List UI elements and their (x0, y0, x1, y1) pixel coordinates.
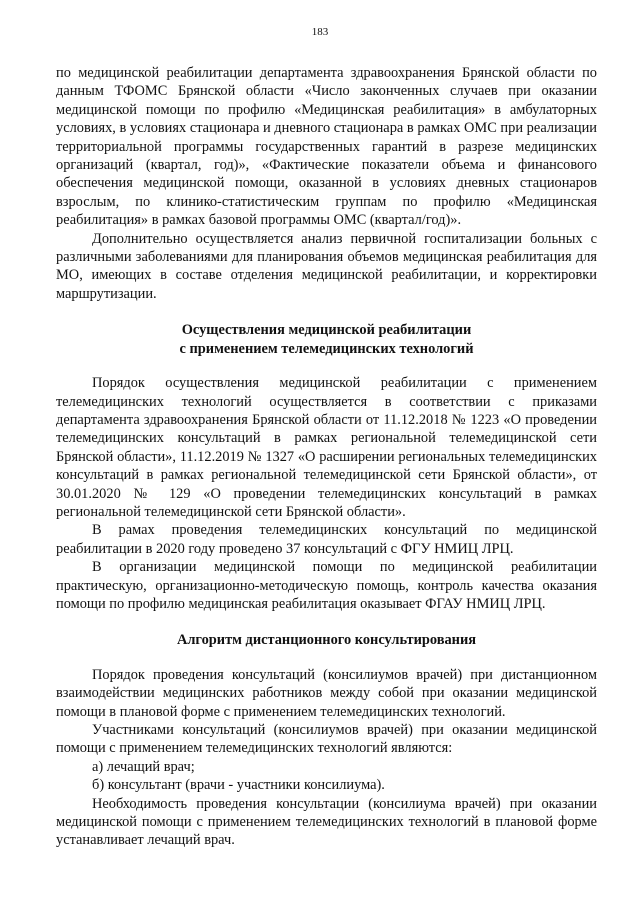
paragraph-algorithm-2: Участниками консультаций (консилиумов врачей) при оказании медицинской помощи с применением телемедицинских технологий являются: (56, 722, 597, 757)
page-number: 183 (311, 26, 329, 38)
paragraph-algorithm-3: Необходимость проведения консультации (консилиума врачей) при оказании медицинской помощи с применением телемедицинских технологий в плановой форме устанавливает лечащий врач. (56, 795, 597, 849)
section-heading-telemedicine-line-2: с применением телемедицинских технологий (179, 340, 474, 357)
paragraph-intro-1: по медицинской реабилитации департамента здравоохранения Брянской области по данным ТФОМС Брянской области «Число законченных случаев при оказании медицинской помощи по профилю «Медицинская реабилитация» в амбулаторных условиях, в условиях стационара и дневного стационара в рамках ОМС при реализации территориальной программы государственных гарантий в разрезе медицинских организаций (квартал, год)», «Фактические показатели объема и финансового обеспечения медицинской помощи, оказанной в условиях дневных стационаров взрослым, по клинико-статистическим группам по профилю «Медицинская реабилитация» в рамках базовой программы ОМС (квартал/год)». (56, 65, 597, 229)
paragraph-telemedicine-1: Порядок осуществления медицинской реабилитации с применением телемедицинских технологий осуществляется в соответствии с приказами департамента здравоохранения Брянской области от 11.12.2018 № 1223 «О проведении телемедицинских консультаций в рамках региональной телемедицинской сети Брянской области», 11.12.2019 № 1327 «О расширении региональных телемедицинских консультаций в рамках региональной телемедицинской сети Брянской области», от 30.01.2020 № 129 «О проведении телемедицинских консультаций в рамках региональной телемедицинской сети Брянской области». (56, 375, 597, 520)
list-item-b: б) консультант (врачи - участники консилиума). (92, 777, 385, 794)
paragraph-telemedicine-3: В организации медицинской помощи по медицинской реабилитации практическую, организационно-методическую помощь, контроль качества оказания помощи по профилю медицинская реабилитация оказывает ФГАУ НМИЦ ЛРЦ. (56, 559, 597, 612)
paragraph-algorithm-1: Порядок проведения консультаций (консилиумов врачей) при дистанционном взаимодействии медицинских работников между собой при оказании медицинской помощи в плановой форме с применением телемедицинских технологий. (56, 666, 597, 720)
section-heading-telemedicine-line-1: Осуществления медицинской реабилитации (181, 322, 472, 339)
list-item-a: а) лечащий врач; (92, 758, 195, 775)
section-heading-algorithm: Алгоритм дистанционного консультирования (176, 632, 477, 649)
paragraph-telemedicine-2: В рамах проведения телемедицинских консультаций по медицинской реабилитации в 2020 году проведено 37 консультаций с ФГУ НМИЦ ЛРЦ. (56, 522, 597, 557)
paragraph-intro-2: Дополнительно осуществляется анализ первичной госпитализации больных с различными заболеваниями для планирования объемов медицинская реабилитация для МО, имеющих в составе отделения медицинской реабилитации, и корректировки маршрутизации. (56, 230, 597, 302)
page-content (56, 64, 597, 850)
